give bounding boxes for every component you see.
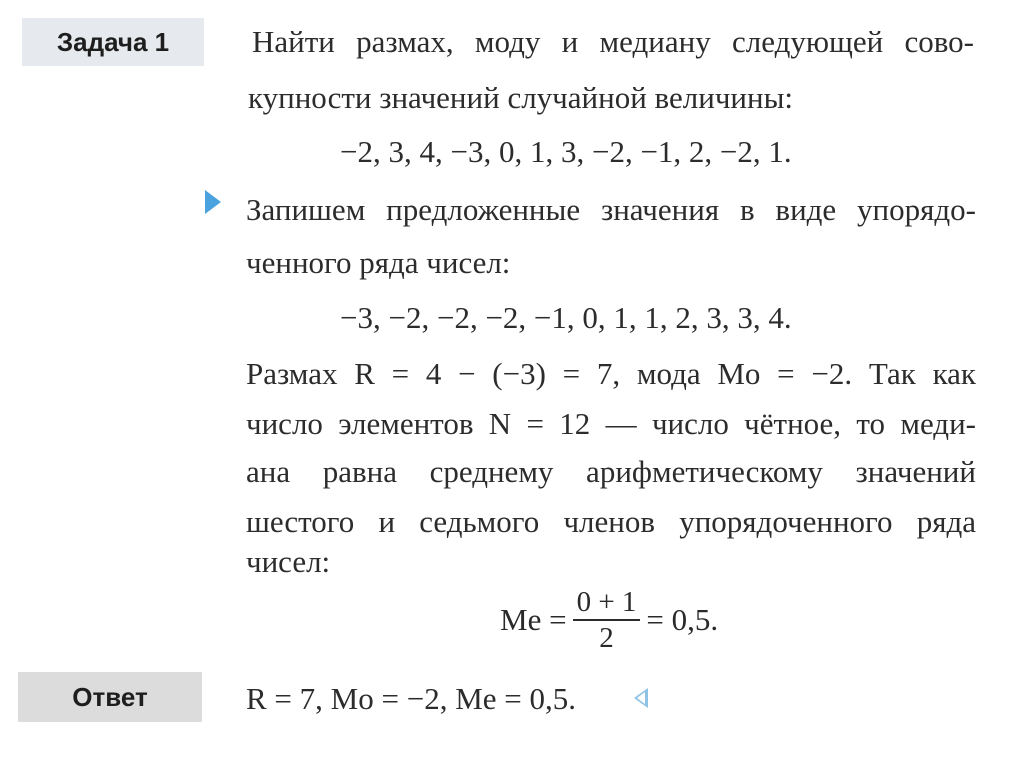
solution-para-line-2: число элементов N = 12 — число чётное, то меди-	[246, 406, 976, 441]
task-label: Задача 1	[22, 18, 204, 66]
solution-end-marker-icon	[634, 688, 648, 708]
solution-para-line-1: Размах R = 4 − (−3) = 7, мода Mo = −2. Так как	[246, 356, 976, 391]
formula-fraction	[573, 585, 641, 655]
answer-text: R = 7, Mo = −2, Me = 0,5.	[246, 681, 576, 716]
sorted-values: −3, −2, −2, −2, −1, 0, 1, 1, 2, 3, 3, 4.	[340, 300, 792, 335]
formula-rhs: = 0,5.	[646, 602, 719, 637]
formula-denominator: 2	[599, 622, 614, 654]
task-text-line-1: Найти размах, моду и медиану следующей сово-	[252, 24, 974, 59]
solution-start-marker-icon	[205, 190, 221, 214]
solution-line-1: Запишем предложенные значения в виде упорядо-	[246, 192, 976, 227]
solution-line-2: ченного ряда чисел:	[246, 245, 511, 280]
task-values: −2, 3, 4, −3, 0, 1, 3, −2, −1, 2, −2, 1.	[340, 134, 792, 169]
solution-para-line-5: чисел:	[246, 544, 331, 579]
formula-numerator: 0 + 1	[576, 586, 637, 618]
solution-para-line-3: ана равна среднему арифметическому значений	[246, 454, 976, 489]
solution-para-line-4: шестого и седьмого членов упорядоченного ряда	[246, 504, 976, 539]
formula-lhs: Me =	[500, 602, 567, 637]
answer-label: Ответ	[18, 672, 202, 722]
task-text-line-2: купности значений случайной величины:	[248, 80, 794, 115]
median-formula	[500, 585, 718, 655]
